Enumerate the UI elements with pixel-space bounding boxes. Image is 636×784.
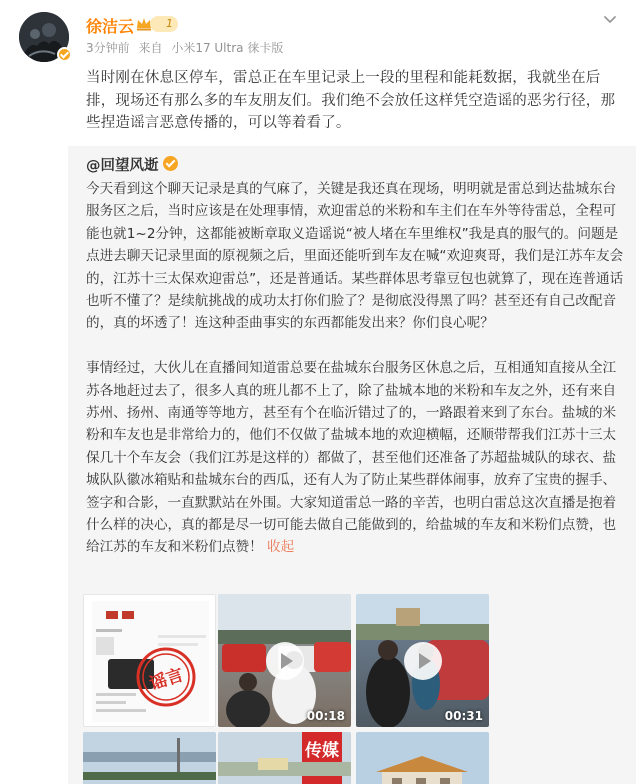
image-thumbnail[interactable] (218, 732, 351, 784)
username[interactable]: 徐洁云 (86, 17, 135, 36)
rumor-stamp-text: 谣言 (147, 665, 187, 695)
outdoor-scene-graphic (83, 732, 216, 784)
collapse-link[interactable]: 收起 (267, 539, 295, 556)
video-thumbnail[interactable] (218, 594, 351, 727)
video-duration: 00:31 (444, 709, 483, 723)
chat-screenshot-graphic (84, 595, 216, 727)
repost-paragraph (86, 357, 626, 559)
repost-paragraph: 今天看到这个聊天记录是真的气麻了，关键是我还真在现场，明明就是雷总到达盐城东台服务区之后，当时应该是在处理事情，欢迎雷总的米粉和车主们在车外等待雷总，全程可能也就1~2分钟，这都能被断章取义造谣说“被人堵在车里维权”我是真的服气的。问题是点进去聊天记录里面的原视频之后，里面还能听到车友在喊“欢迎爽哥，我们是江苏车友会的，江苏十三太保欢迎雷总”，还是普通话。某些群体思考靠豆包也就算了，现在连普通话也听不懂了？是续航挑战的成功太打你们脸了？是彻底没得黑了吗？甚至还有自己改配音的，真的坏透了！连这种歪曲事实的东西都能发出来？你们良心呢？ (86, 181, 624, 332)
banner-text: 传媒 (305, 741, 339, 761)
repost-author[interactable]: @回望风逝 (86, 158, 159, 174)
image-thumbnail[interactable] (83, 732, 216, 784)
timestamp: 3分钟前 (86, 41, 130, 55)
play-icon[interactable] (265, 641, 305, 681)
repost-card[interactable] (68, 146, 636, 784)
repost-paragraph-text: 事情经过，大伙儿在直播间知道雷总要在盐城东台服务区休息之后，互相通知直接从全江苏各地赶过去了，很多人真的班儿都不上了，除了盐城本地的米粉和车友之外，还有来自苏州、扬州、南通等等地方，甚至有个在临沂错过了的，一路跟着来到了东台。盐城的米粉和车友也是非常给力的，他们不仅做了盐城本地的欢迎横幅，还顺带帮我们江苏十三太保几十个车友会（我们江苏是这样的）都做了，甚至他们还准备了苏超盐城队的球衣、盐城队队徽冰箱贴和盐城东台的西瓜，还有人为了防止某些群体闹事，放弃了宝贵的握手、签字和合影，一直默默站在外围。大家知道雷总一路的辛苦，也明白雷总这次直播是抱着什么样的决心，真的都是尽一切可能去做自己能做到的，给盐城的车友和米粉们点赞，也给江苏的车友和米粉们点赞！ (86, 360, 617, 556)
post-header (0, 0, 636, 60)
video-duration: 00:18 (306, 709, 345, 723)
post-meta (86, 39, 288, 56)
level-badge: 1 (150, 16, 178, 32)
building-scene-graphic (356, 732, 489, 784)
repost-text (86, 178, 626, 559)
image-thumbnail-rumor-screenshot[interactable] (83, 594, 216, 727)
verified-badge-icon (163, 156, 178, 171)
video-thumbnail[interactable] (356, 594, 489, 727)
image-thumbnail[interactable] (356, 732, 489, 784)
post-text: 当时刚在休息区停车，雷总正在车里记录上一段的里程和能耗数据，我就坐在后排，现场还有那么多的车友朋友们。我们绝不会放任这样凭空造谣的恶劣行径，那些捏造谣言恶意传播的，可以等着看了。 (86, 70, 616, 131)
chevron-down-icon[interactable] (602, 12, 618, 28)
source-prefix: 来自 (138, 41, 163, 55)
play-icon[interactable] (403, 641, 443, 681)
source-device: 小米17 Ultra 徕卡版 (171, 41, 284, 55)
verified-badge-icon (57, 47, 72, 62)
